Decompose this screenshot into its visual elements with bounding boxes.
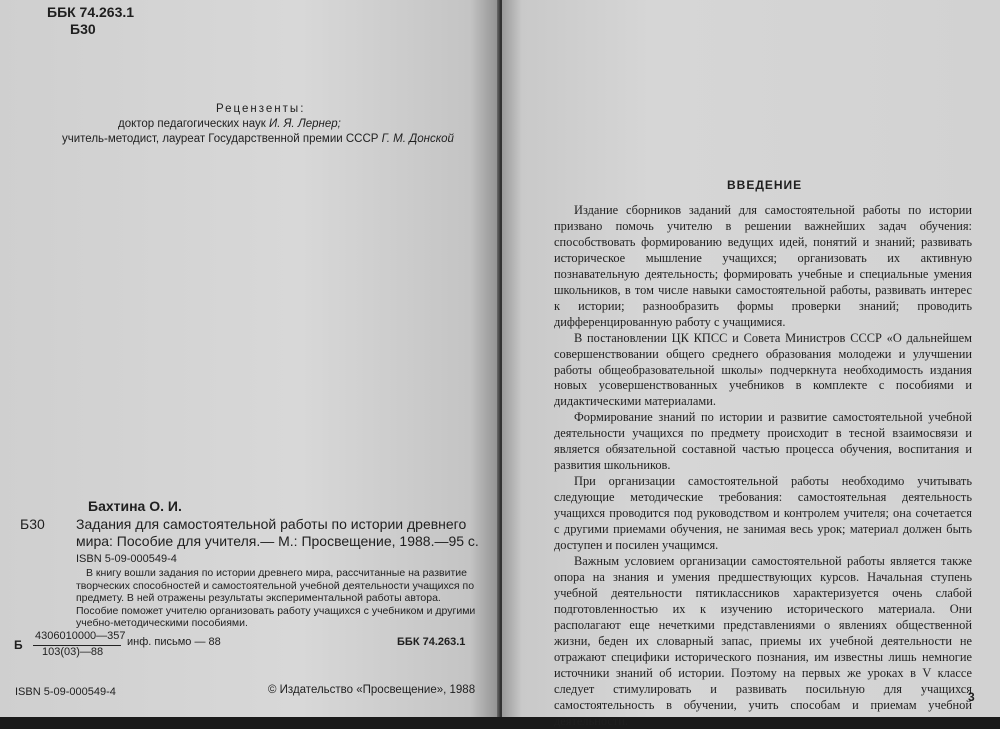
- isbn-bottom: ISBN 5-09-000549-4: [15, 686, 116, 698]
- classification-letter: Б: [14, 638, 23, 652]
- intro-paragraph-3: Формирование знаний по истории и развитие самостоятельной учебной деятельности учащихся по предмету происходит в тесной взаимосвязи и является обязательной составной частью процесса обучения, воспитания и развития школьников.: [554, 410, 972, 473]
- reviewer-line-2: [62, 133, 454, 145]
- copyright: © Издательство «Просвещение», 1988: [268, 684, 476, 696]
- reviewers-title: Рецензенты:: [216, 103, 306, 115]
- intro-body: [554, 203, 972, 729]
- reviewer-1-role: доктор педагогических наук: [118, 118, 266, 130]
- classification-denominator: 103(03)—88: [42, 646, 104, 658]
- intro-paragraph-2: В постановлении ЦК КПСС и Совета Министров СССР «О дальнейшем совершенствовании общего среднего образования молодежи и улучшении работы общеобразовательной школы» подчеркнута необходимость издания новых усовершенствованных учебников в комплекте с пособиями и дидактическими материалами.: [554, 330, 972, 409]
- bbk-code-bottom: ББК 74.263.1: [397, 636, 466, 648]
- reviewer-1-name: И. Я. Лернер;: [268, 118, 341, 130]
- book-title: Задания для самостоятельной работы по истории древнего мира: Пособие для учителя.— М.: Просвещение, 1988.—95 с.: [76, 516, 479, 549]
- author-name: Бахтина О. И.: [88, 498, 182, 514]
- intro-paragraph-5: Важным условием организации самостоятельной работы является также опора на знания и умения предшествующих курсов. Начальная ступень учебной деятельности пятиклассников характеризуется очень слабой подготовленностью их к изучению исторического материала. Они располагают еще нечеткими представлениями о явлениях общественной жизни, беден их словарный запас, приемы их учебной деятельности не отражают специфики исторического познания, им известны лишь немногие источники знаний об истории. Поэтому на первых же уроках в V классе следует стимулировать и развивать посильную для учащихся самостоятельность в обучении, учить способам и приемам учебной деятельности.: [554, 553, 972, 728]
- intro-paragraph-4: При организации самостоятельной работы необходимо учитывать следующие методические требования: самостоятельная деятельность учащихся проводится под руководством и контролем учителя; она сочетается с другими приемами обучения, не занимая весь урок; материал должен быть доступен и посилен учащимся.: [554, 474, 972, 553]
- author-mark-top: Б30: [70, 21, 96, 37]
- info-letter: инф. письмо — 88: [127, 636, 221, 648]
- left-page: [0, 0, 500, 717]
- intro-paragraph-1: Издание сборников заданий для самостоятельной работы по истории призвано помочь учителю в решении важнейших задач обучения: способствовать формированию ведущих идей, понятий и знаний; развивать историческое мышление учащихся; организовать их активную познавательную деятельность; формировать учебные и специальные умения школьников, в том числе навыки самостоятельной работы, развивать интерес к истории; разнообразить формы проверки знаний; проводить дифференцированную работу с учащимися.: [554, 203, 972, 329]
- annotation: В книгу вошли задания по истории древнего мира, рассчитанные на развитие творческих способностей и самостоятельной учебной деятельности учащихся по предмету. В ней отражены результаты экспериментальной работы автора. Пособие поможет учителю организовать работу учащихся с учебником и другими учебно-методическими пособиями.: [76, 567, 476, 630]
- page-number: 3: [968, 690, 975, 704]
- reviewer-2-role: учитель-методист, лауреат Государственной премии СССР: [62, 133, 379, 145]
- intro-heading: ВВЕДЕНИЕ: [727, 178, 803, 192]
- reviewer-2-name: Г. М. Донской: [381, 133, 454, 145]
- reviewer-line-1: [118, 118, 341, 130]
- isbn: ISBN 5-09-000549-4: [76, 553, 177, 565]
- author-mark: Б30: [20, 516, 45, 532]
- classification-numerator: 4306010000—357: [35, 630, 126, 642]
- bbk-code-top: ББК 74.263.1: [47, 4, 135, 20]
